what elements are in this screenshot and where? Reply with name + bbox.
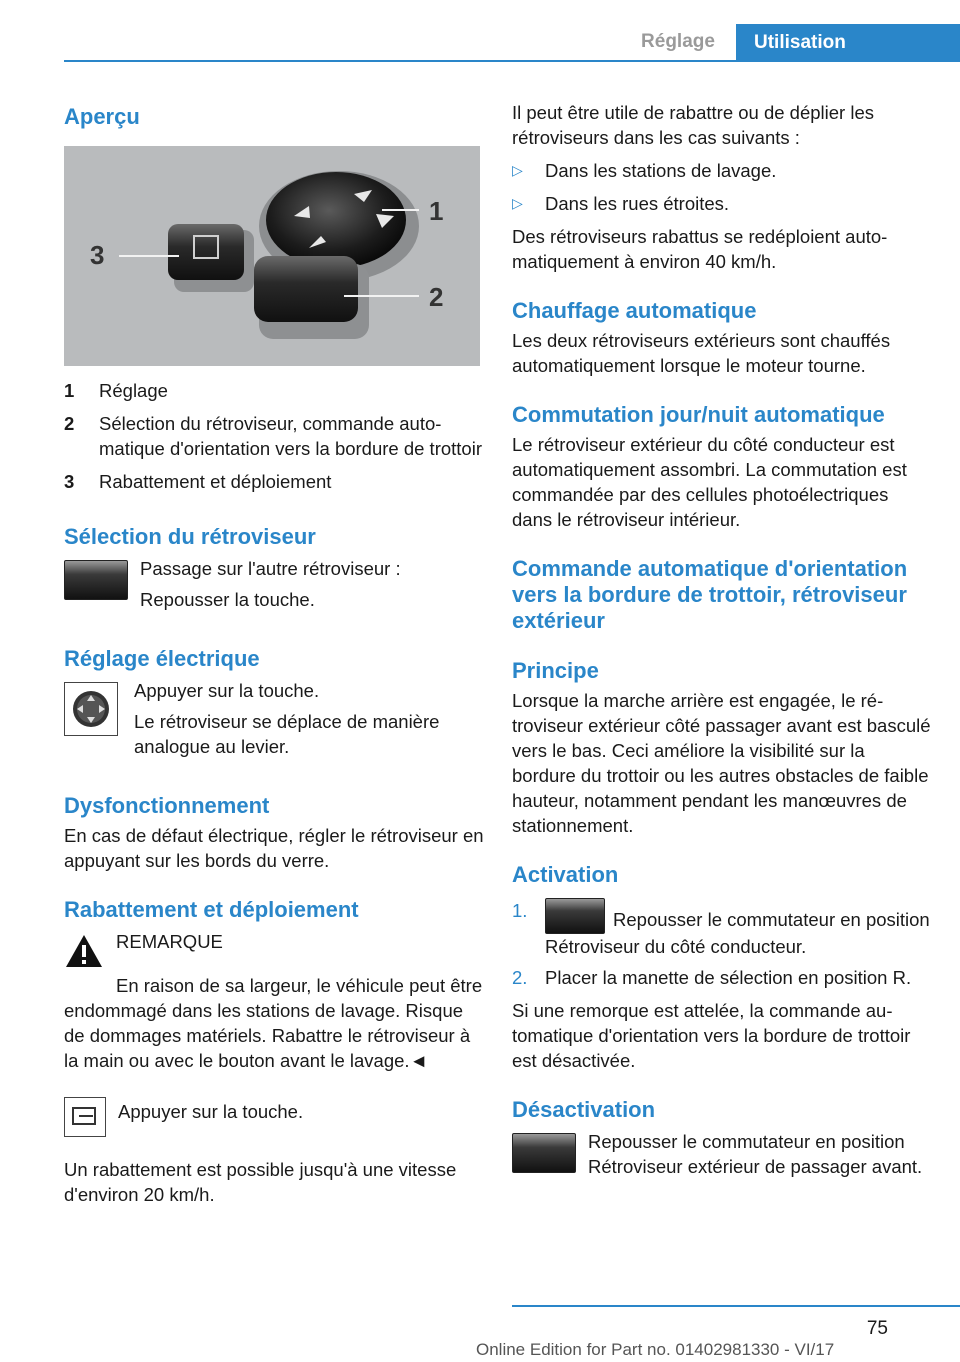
fold-press-row [64,1093,484,1137]
selection-row [64,556,484,612]
principle-heading: Principe [512,658,599,683]
overview-heading: Aperçu [64,104,140,129]
fold-heading: Rabattement et déploiement [64,897,359,922]
mirror-switch-icon [545,898,605,934]
deactivation-text: Repousser le commutateur en position Rétroviseur extérieur de passager avant. [588,1131,923,1177]
page-number: 75 [866,1318,888,1339]
list-item: ▷ Dans les rues étroites. [512,193,730,214]
mirror-switch-icon [512,1133,576,1173]
electric-heading: Réglage électrique [64,646,260,671]
deactivation-block [512,1129,932,1179]
right-column [512,100,932,1179]
list-item: 1. Repousser le commutateur en position Rétroviseur du côté conducteur. [512,900,930,957]
triangle-bullet-icon: ▷ [512,195,523,211]
notice-label: REMARQUE [116,931,223,952]
tab-utilisation[interactable]: Utilisation [736,24,960,62]
tab-reglage[interactable]: Réglage [641,31,715,52]
electric-row [64,678,484,759]
mirror-controls-illustration [64,146,480,366]
redeploy-text: Des rétroviseurs rabattus se redéploient automatiquement à environ 40 km/h. [512,226,888,272]
warning-icon [64,933,104,969]
legend-item: 3 Rabattement et déploiement [64,471,332,492]
figure-label-3: 3 [90,240,105,270]
triangle-bullet-icon: ▷ [512,162,523,178]
fold-button-icon [64,1097,106,1137]
list-item: 2. Placer la manette de sélection en position R. [512,967,912,988]
left-column [64,100,484,1207]
daynight-text: Le rétroviseur extérieur du côté conducteur est automatiquement assombri. La commutation est commandée par des cellules photoélectriques dans le rétroviseur intérieur. [512,434,907,530]
heating-heading: Chauffage automatique [512,298,757,323]
daynight-heading: Commutation jour/nuit automatique [512,402,885,427]
figure-label-2: 2 [429,282,444,312]
edition-footer: Online Edition for Part no. 01402981330 - VI/17 [476,1340,835,1359]
electric-text-1: Appuyer sur la touche. [134,680,320,701]
figure-label-1: 1 [429,196,444,226]
figure-legend [64,378,484,494]
selection-heading: Sélection du rétroviseur [64,524,316,549]
mirror-switch-icon [64,560,128,600]
bullet-list [512,158,932,216]
list-item: ▷ Dans les stations de lavage. [512,160,777,181]
legend-item: 1 Réglage [64,380,168,401]
fold-speed-text: Un rabattement est possible jusqu'à une vitesse d'environ 20 km/h. [64,1159,457,1205]
selection-text-2: Repousser la touche. [140,589,315,610]
deactivation-heading: Désactivation [512,1097,656,1122]
malfunction-heading: Dysfonctionnement [64,793,270,818]
heating-text: Les deux rétroviseurs extérieurs sont chauffés automatiquement lorsque le moteur tourne. [512,330,891,376]
mirror-adjust-knob-icon [64,682,118,736]
selection-text-1: Passage sur l'autre rétroviseur : [140,558,401,579]
activation-steps [512,898,932,990]
intro-text: Il peut être utile de rabattre ou de déplier les rétroviseurs dans les cas suivants : [512,102,875,148]
fold-press-text: Appuyer sur la touche. [118,1101,304,1122]
legend-item: 2 Sélection du rétroviseur, commande automatique d'orientation vers la bordure de trottoir [64,413,482,459]
notice-row [64,929,484,969]
trailer-text: Si une remorque est attelée, la commande automatique d'orientation vers la bordure de trottoir est désactivée. [512,1000,911,1071]
principle-text: Lorsque la marche arrière est engagée, le rétroviseur extérieur côté passager avant est basculé vers le bas. Ceci améliore la visibilité sur la bordure du trottoir ou les autres obstacles de faible hauteur, notamment pendant les manœuvres de stationnement. [512,690,931,836]
electric-text-2: Le rétroviseur se déplace de manière analogue au levier. [134,711,440,757]
malfunction-text: En cas de défaut électrique, régler le rétroviseur en appuyant sur les bords du verre. [64,825,484,871]
curb-heading: Commande automatique d'orientation vers la bordure de trottoir, rétroviseur extérieur [512,556,908,633]
mirror-controls-photo [64,146,480,366]
notice-text: En raison de sa largeur, le véhicule peut être endommagé dans les stations de lavage. Risque de dommages matériels. Rabattre le rétroviseur à la main ou avec le bouton avant le lavage.◄ [64,975,483,1071]
footer-rule [512,1305,960,1307]
activation-heading: Activation [512,862,619,887]
